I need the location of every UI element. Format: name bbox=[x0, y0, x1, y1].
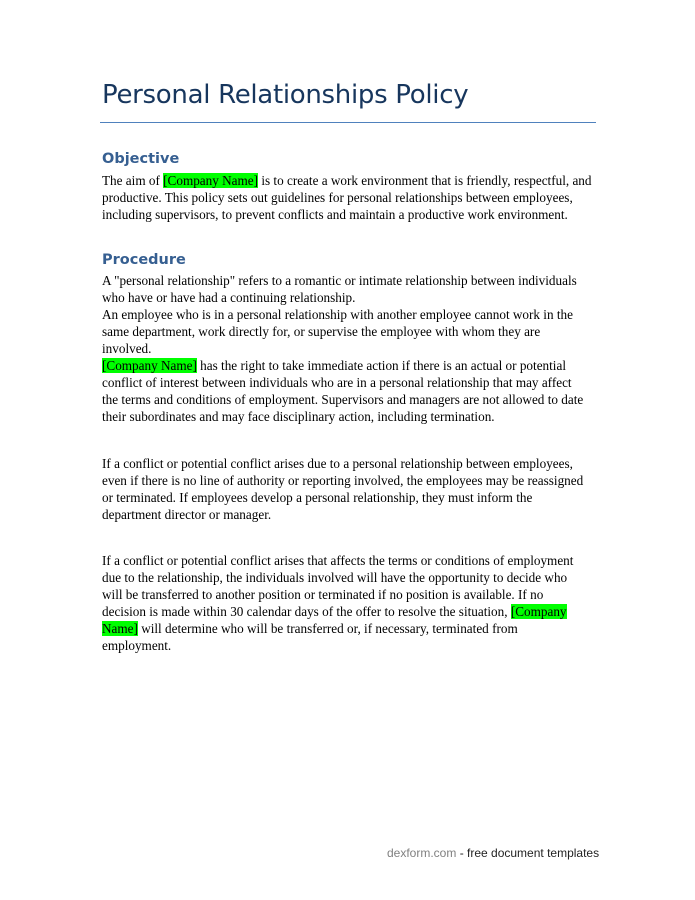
footer-brand-link[interactable]: dexform.com bbox=[387, 846, 457, 860]
text-line: same department, work directly for, or supervise the employee with whom they are bbox=[102, 324, 541, 339]
text-line: or terminated. If employees develop a personal relationship, they must inform the bbox=[102, 490, 533, 505]
text-line bbox=[102, 357, 602, 374]
text-line: involved. bbox=[102, 341, 152, 356]
text-line: the terms and conditions of employment. Supervisors and managers are not allowed to date bbox=[102, 392, 584, 407]
company-name-placeholder: [Company bbox=[510, 604, 567, 619]
text-line: due to the relationship, the individuals involved will have the opportunity to decide who bbox=[102, 570, 568, 585]
text-line: even if there is no line of authority or reporting involved, the employees may be reassigned bbox=[102, 473, 584, 488]
objective-paragraph bbox=[102, 172, 602, 223]
text-line bbox=[102, 172, 602, 189]
text-line: will be transferred to another position or terminated if no position is available. If no bbox=[102, 587, 544, 602]
footer-tagline: - free document templates bbox=[456, 846, 600, 860]
text-line: their subordinates and may face disciplinary action, including termination. bbox=[102, 409, 495, 424]
procedure-paragraph-5 bbox=[102, 552, 602, 654]
company-name-placeholder: [Company Name] bbox=[163, 173, 259, 188]
text-line: department director or manager. bbox=[102, 507, 272, 522]
text-span: decision is made within 30 calendar days of the offer to resolve the situation, bbox=[102, 604, 511, 619]
text-line: conflict of interest between individuals who are in a personal relationship that may affect bbox=[102, 375, 572, 390]
title-underline-divider bbox=[100, 122, 596, 123]
document-title: Personal Relationships Policy bbox=[102, 80, 469, 110]
procedure-paragraph-1 bbox=[102, 272, 602, 306]
text-span: is to create a work environment that is friendly, respectful, and bbox=[258, 173, 592, 188]
text-line: including supervisors, to prevent conflicts and maintain a productive work environment. bbox=[102, 207, 568, 222]
text-line: If a conflict or potential conflict arises due to a personal relationship between employees, bbox=[102, 456, 573, 471]
text-span: will determine who will be transferred or, if necessary, terminated from bbox=[137, 621, 518, 636]
procedure-paragraph-3 bbox=[102, 357, 602, 425]
text-line bbox=[102, 620, 602, 637]
page-footer bbox=[387, 846, 599, 860]
text-line: employment. bbox=[102, 638, 172, 653]
procedure-paragraph-4 bbox=[102, 455, 602, 523]
text-line: who have or have had a continuing relationship. bbox=[102, 290, 356, 305]
text-span: The aim of bbox=[102, 173, 164, 188]
objective-heading: Objective bbox=[102, 151, 180, 167]
text-line: An employee who is in a personal relationship with another employee cannot work in the bbox=[102, 307, 573, 322]
procedure-heading: Procedure bbox=[102, 252, 186, 268]
text-line: productive. This policy sets out guidelines for personal relationships between employees, bbox=[102, 190, 573, 205]
company-name-placeholder: Name] bbox=[102, 621, 138, 636]
text-span: has the right to take immediate action if there is an actual or potential bbox=[196, 358, 566, 373]
company-name-placeholder: [Company Name] bbox=[102, 358, 197, 373]
procedure-paragraph-2 bbox=[102, 306, 602, 357]
text-line: If a conflict or potential conflict arises that affects the terms or conditions of employment bbox=[102, 553, 574, 568]
text-line: A "personal relationship" refers to a romantic or intimate relationship between individuals bbox=[102, 273, 577, 288]
text-line bbox=[102, 603, 602, 620]
